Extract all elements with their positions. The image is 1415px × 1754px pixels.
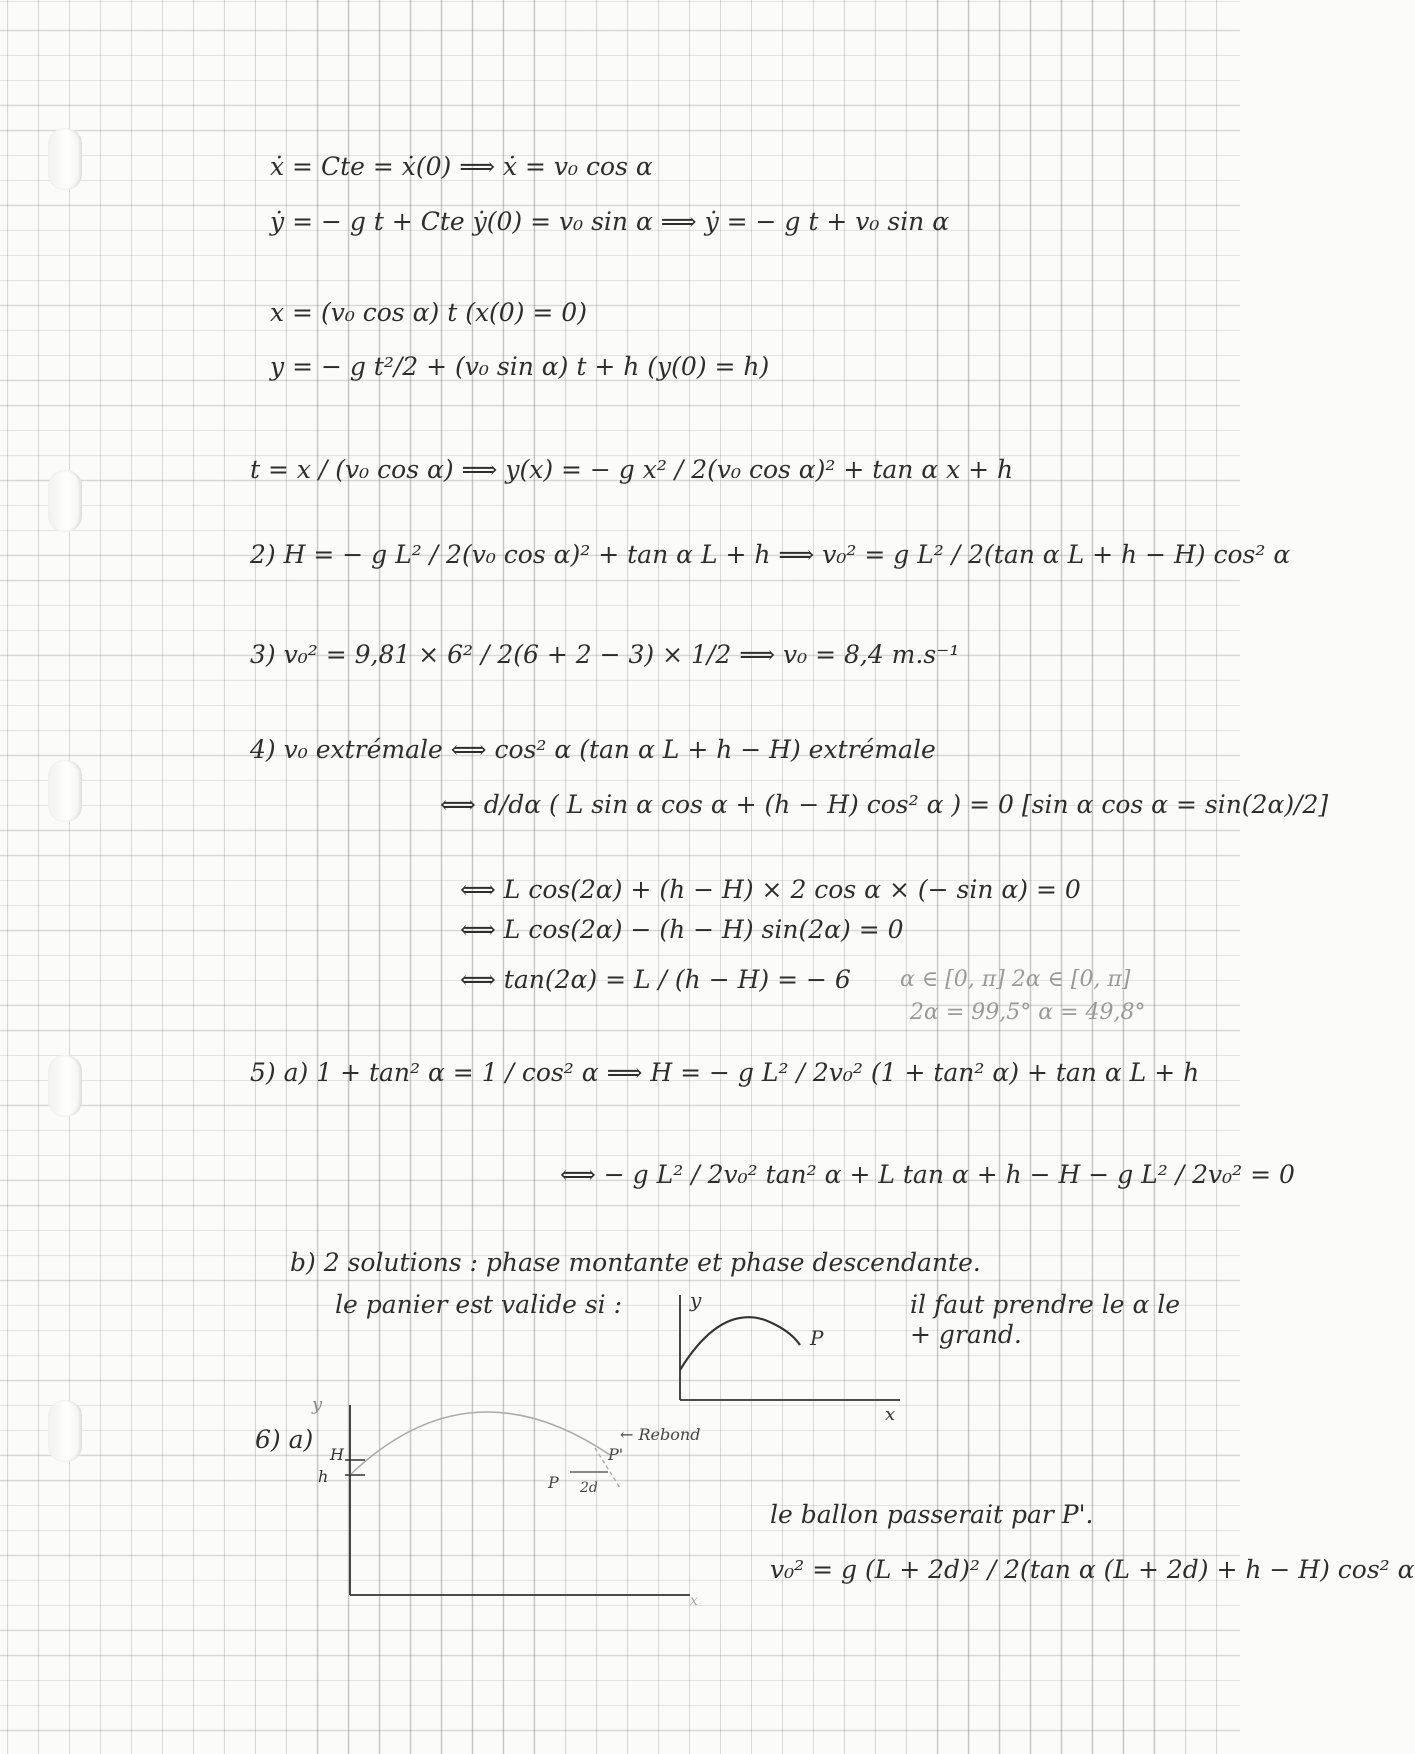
trajectory-line: t = x / (v₀ cos α) ⟹ y(x) = − g x² / 2(v₀ cos α)² + tan α x + h	[250, 455, 1014, 484]
rebound-P-prime-label: P'	[608, 1445, 624, 1464]
rebound-h-label: h	[318, 1467, 329, 1486]
angle-result-note: 2α = 99,5° α = 49,8°	[910, 1000, 1146, 1025]
rebound-arc	[350, 1412, 610, 1475]
velocity-y-line: ẏ = − g t + Cte ẏ(0) = v₀ sin α ⟹ ẏ = − g t + v₀ sin α	[270, 207, 950, 236]
question-5a-line: 5) a) 1 + tan² α = 1 / cos² α ⟹ H = − g L² / 2v₀² (1 + tan² α) + tan α L + h	[250, 1058, 1200, 1087]
binder-hole	[48, 128, 82, 190]
binder-hole	[48, 1055, 82, 1117]
sketch-x-label: x	[885, 1404, 896, 1425]
rebound-H-label: H	[330, 1445, 344, 1464]
question-4-line: 4) v₀ extrémale ⟺ cos² α (tan α L + h − H) extrémale	[250, 735, 936, 764]
sketch-point-label: P	[810, 1326, 824, 1350]
step-line-1: ⟺ L cos(2α) + (h − H) × 2 cos α × (− sin α) = 0	[460, 875, 1081, 904]
sketch-y-label: y	[690, 1288, 702, 1312]
step-line-3: ⟺ tan(2α) = L / (h − H) = − 6	[460, 965, 851, 994]
valid-condition-line: le panier est valide si :	[335, 1290, 623, 1319]
rebound-x-label: x	[690, 1593, 698, 1609]
step-line-2: ⟺ L cos(2α) − (h − H) sin(2α) = 0	[460, 915, 904, 944]
ball-through-P-line: le ballon passerait par P'.	[770, 1500, 1094, 1529]
binder-hole	[48, 1400, 82, 1462]
question-2-line: 2) H = − g L² / 2(v₀ cos α)² + tan α L + h ⟹ v₀² = g L² / 2(tan α L + h − H) cos² α	[250, 540, 1291, 569]
rebound-label: ← Rebond	[620, 1425, 701, 1444]
rebound-sketch	[290, 1380, 720, 1610]
larger-angle-note: il faut prendre le α le + grand.	[910, 1290, 1181, 1349]
position-x-line: x = (v₀ cos α) t (x(0) = 0)	[270, 298, 587, 327]
angle-range-note: α ∈ [0, π] 2α ∈ [0, π]	[900, 967, 1131, 992]
question-3-line: 3) v₀² = 9,81 × 6² / 2(6 + 2 − 3) × 1/2 ⟹ v₀ = 8,4 m.s⁻¹	[250, 640, 960, 669]
binder-hole	[48, 760, 82, 822]
quadratic-line: ⟺ − g L² / 2v₀² tan² α + L tan α + h − H − g L² / 2v₀² = 0	[560, 1160, 1295, 1189]
rebound-P-label: P	[548, 1473, 559, 1492]
rebound-y-label: y	[312, 1394, 323, 1415]
question-6a-label: 6) a)	[255, 1425, 314, 1454]
position-y-line: y = − g t²/2 + (v₀ sin α) t + h (y(0) = h)	[270, 352, 770, 381]
final-velocity-line: v₀² = g (L + 2d)² / 2(tan α (L + 2d) + h − H) cos² α	[770, 1555, 1415, 1584]
derivative-line: ⟺ d/dα ( L sin α cos α + (h − H) cos² α ) = 0 [sin α cos α = sin(2α)/2]	[440, 790, 1329, 819]
question-5b-line: b) 2 solutions : phase montante et phase descendante.	[290, 1248, 981, 1277]
rebound-d-label: 2d	[580, 1480, 598, 1496]
sketch-curve	[680, 1317, 800, 1370]
velocity-x-line: ẋ = Cte = ẋ(0) ⟹ ẋ = v₀ cos α	[270, 152, 653, 181]
binder-hole	[48, 470, 82, 532]
